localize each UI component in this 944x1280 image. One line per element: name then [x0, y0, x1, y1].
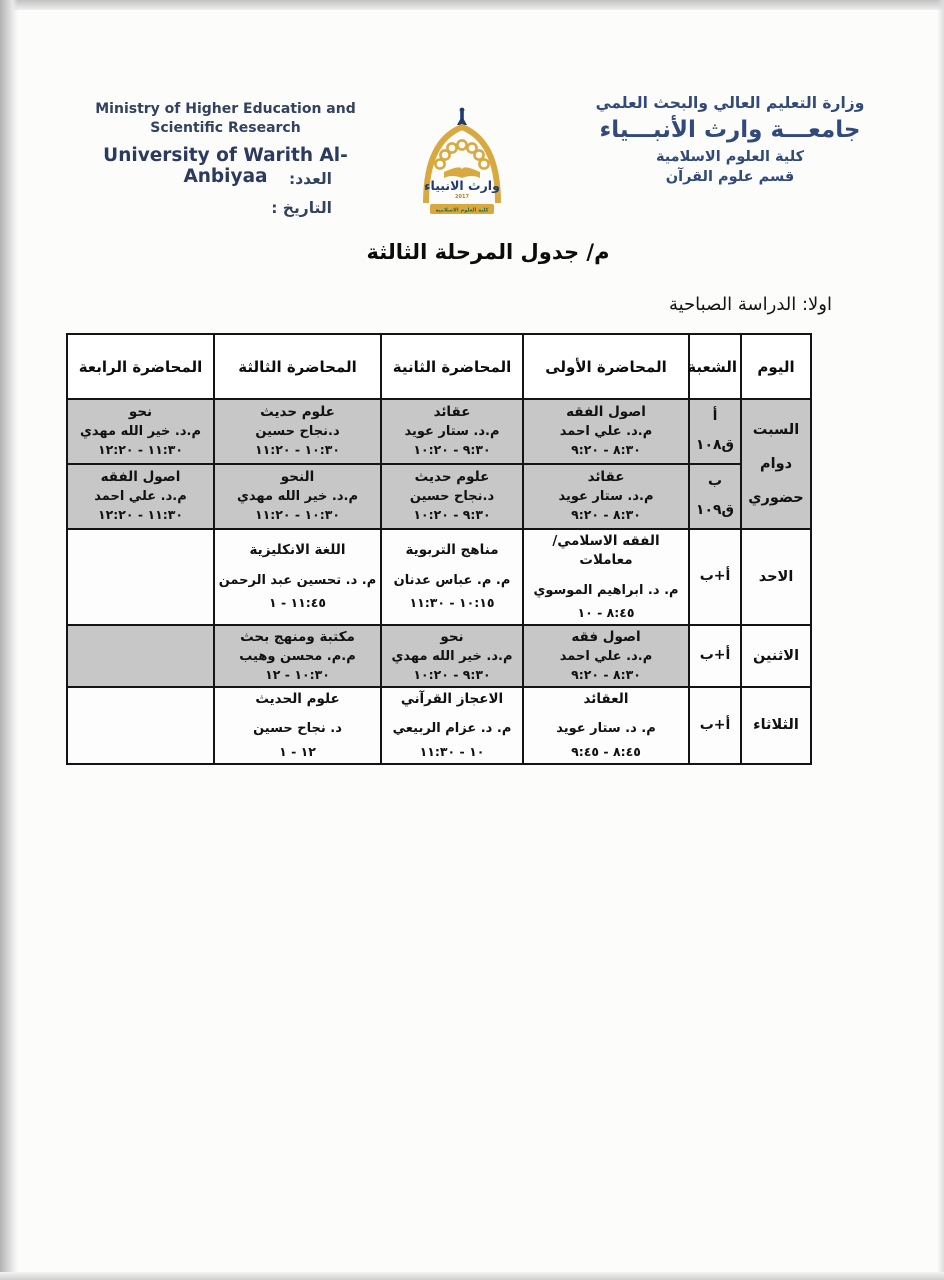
lecture-time: ٩:٣٠ - ١٠:٢٠: [413, 666, 491, 682]
ministry-name-en-line2: Scientific Research: [150, 119, 301, 136]
table-header-row: [67, 334, 811, 399]
lecture-subject: النحو: [280, 469, 315, 486]
col-header-section: الشعبة: [689, 334, 741, 399]
lecture-subject: مكتبة ومنهج بحث: [240, 629, 355, 645]
lecture-subject: اصول الفقه: [100, 469, 181, 486]
lecture-cell: [214, 399, 381, 464]
col-header-lecture2: المحاضرة الثانية: [381, 334, 523, 399]
row-saturday-a: [67, 399, 811, 464]
lecture-teacher: م.د. علي احمد: [559, 648, 653, 664]
lecture-time: ١٠ - ١١:٣٠: [419, 743, 485, 759]
lecture-teacher: م.د. ستار عويد: [404, 424, 500, 440]
empty-cell: [67, 625, 214, 687]
lecture-time: ٨:٤٥ - ٩:٤٥: [571, 743, 641, 759]
section-cell-saturday-b: [689, 464, 741, 529]
section-cell-sunday: أ+ب: [689, 529, 741, 625]
lecture-time: ١١:٣٠ - ١٢:٢٠: [98, 442, 183, 458]
lecture-subject: اصول الفقه: [566, 404, 646, 421]
lecture-time: ٨:٣٠ - ٩:٢٠: [571, 506, 641, 522]
col-header-lecture4: المحاضرة الرابعة: [67, 334, 214, 399]
lecture-teacher: م. د. عزام الربيعي: [392, 721, 512, 737]
lecture-cell: [523, 687, 689, 764]
day-saturday-line1: السبت: [752, 421, 800, 438]
lecture-cell: [381, 625, 523, 687]
university-name-ar: جامعـــة وارث الأنبـــياء: [599, 117, 861, 143]
lecture-subject: عقائد: [587, 469, 625, 486]
lecture-subject: علوم الحديث: [255, 690, 340, 707]
lecture-teacher: د.نجاح حسين: [255, 424, 340, 440]
lecture-teacher: م.م. محسن وهيب: [239, 648, 356, 664]
lecture-time: ١٠:٣٠ - ١١:٢٠: [255, 506, 340, 522]
empty-cell: [67, 687, 214, 764]
date-label: التاريخ :: [271, 199, 332, 217]
row-saturday-b: [67, 464, 811, 529]
scan-edge-right: [937, 0, 944, 1280]
lecture-cell: [214, 687, 381, 764]
section-subtitle: اولا: الدراسة الصباحية: [668, 294, 832, 315]
logo-graphic: [410, 106, 514, 220]
lecture-teacher: م.د. ستار عويد: [558, 488, 654, 504]
day-cell-monday: الاثنين: [741, 625, 811, 687]
lecture-teacher: م.د. خير الله مهدي: [391, 648, 513, 664]
lecture-subject: الاعجاز القرآني: [400, 690, 504, 707]
scan-edge-left: [0, 0, 18, 1280]
lecture-time: ١٠:٣٠ - ١٢: [265, 666, 330, 682]
day-cell-sunday: الاحد: [741, 529, 811, 625]
empty-cell: [67, 529, 214, 625]
lecture-cell: [67, 464, 214, 529]
lecture-teacher: م. د. ستار عويد: [556, 721, 656, 737]
day-cell-tuesday: الثلاثاء: [741, 687, 811, 764]
lecture-time: ٨:٤٥ - ١٠: [577, 604, 635, 620]
lecture-teacher: د.نجاح حسين: [409, 488, 495, 504]
section-cell-monday: أ+ب: [689, 625, 741, 687]
scan-edge-bottom: [0, 1272, 944, 1280]
lecture-cell: [67, 399, 214, 464]
lecture-cell: [523, 464, 689, 529]
scan-edge-top: [0, 0, 944, 10]
lecture-subject: العقائد: [583, 690, 629, 707]
lecture-cell: [381, 464, 523, 529]
day-saturday-line3: حضوري: [748, 489, 804, 506]
schedule-table: [66, 333, 812, 765]
university-logo-icon: [410, 106, 514, 220]
lecture-cell: [214, 625, 381, 687]
day-saturday-line2: دوام: [759, 455, 793, 472]
lecture-cell: [381, 529, 523, 625]
col-header-day: اليوم: [741, 334, 811, 399]
lecture-teacher: م.د. خير الله مهدي: [237, 488, 358, 504]
lecture-time: ١١:٤٥ - ١: [268, 595, 327, 611]
lecture-cell: [381, 687, 523, 764]
lecture-teacher: م. د. ابراهيم الموسوي: [533, 582, 679, 598]
english-header-block: [68, 100, 383, 187]
lecture-subject: الفقه الاسلامي/ معاملات: [552, 532, 660, 569]
row-tuesday: [67, 687, 811, 764]
row-sunday: [67, 529, 811, 625]
lecture-subject: نحو: [440, 629, 464, 645]
university-name-en: University of Warith Al- Anbiyaa: [103, 144, 348, 187]
lecture-subject: مناهج التربوية: [405, 542, 499, 559]
row-monday: [67, 625, 811, 687]
lecture-time: ١٠:٣٠ - ١١:٢٠: [255, 442, 340, 458]
lecture-time: ١٠:١٥ - ١١:٣٠: [409, 595, 495, 611]
col-header-lecture3: المحاضرة الثالثة: [214, 334, 381, 399]
lecture-cell: [214, 529, 381, 625]
lecture-time: ١١:٣٠ - ١٢:٢٠: [98, 506, 183, 522]
number-label: العدد:: [289, 170, 332, 188]
lecture-subject: عقائد: [433, 404, 471, 421]
logo-year-text: 2017: [455, 194, 469, 200]
section-room: ق١٠٨: [695, 437, 735, 454]
lecture-time: ٨:٣٠ - ٩:٢٠: [571, 666, 641, 682]
lecture-cell: [214, 464, 381, 529]
lecture-teacher: م.د. علي احمد: [94, 488, 187, 504]
lecture-subject: اللغة الانكليزية: [249, 542, 346, 559]
logo-name-text: وارث الانبياء: [424, 178, 500, 193]
college-name-ar: كلية العلوم الاسلامية: [655, 149, 805, 165]
lecture-teacher: م.د. خير الله مهدي: [80, 424, 201, 440]
lecture-subject: علوم حديث: [414, 469, 490, 486]
day-cell-saturday: [741, 399, 811, 529]
lecture-time: ٩:٣٠ - ١٠:٢٠: [413, 442, 491, 458]
lecture-cell: [523, 399, 689, 464]
lecture-subject: نحو: [128, 404, 153, 421]
lecture-subject: اصول فقه: [571, 629, 641, 645]
section-room: ق١٠٩: [695, 502, 735, 519]
ministry-name-ar: وزارة التعليم العالي والبحث العلمي: [595, 94, 865, 112]
lecture-time: ٨:٣٠ - ٩:٢٠: [571, 442, 641, 458]
lecture-subject: علوم حديث: [260, 404, 335, 421]
lecture-time: ٩:٣٠ - ١٠:٢٠: [413, 506, 491, 522]
section-cell-tuesday: أ+ب: [689, 687, 741, 764]
logo-banner-text: كلية العلوم الاسلامية: [435, 207, 489, 214]
lecture-time: ١٢ - ١: [279, 743, 316, 759]
department-name-ar: قسم علوم القرآن: [665, 169, 795, 185]
lecture-teacher: م.د. علي احمد: [559, 424, 653, 440]
page-title: م/ جدول المرحلة الثالثة: [366, 240, 610, 264]
section-letter: أ: [712, 408, 718, 424]
section-letter: ب: [707, 472, 723, 489]
col-header-lecture1: المحاضرة الأولى: [523, 334, 689, 399]
lecture-cell: [381, 399, 523, 464]
arabic-header-block: [540, 94, 920, 185]
lecture-cell: [523, 625, 689, 687]
lecture-teacher: م. د. تحسين عبد الرحمن: [218, 572, 377, 588]
lecture-teacher: د. نجاح حسين: [253, 721, 342, 737]
ministry-name-en-line1: Ministry of Higher Education and: [95, 101, 356, 117]
section-cell-saturday-a: [689, 399, 741, 464]
lecture-cell: [523, 529, 689, 625]
schedule-table-wrapper: [66, 333, 810, 765]
lecture-teacher: م. م. عباس عدنان: [393, 572, 511, 588]
